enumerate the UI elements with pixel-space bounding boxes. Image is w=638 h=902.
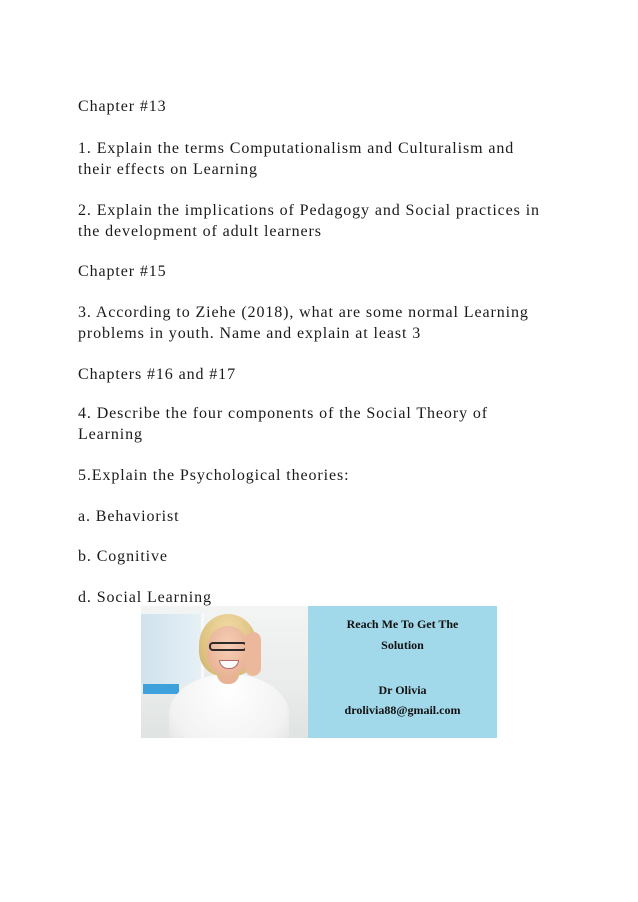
question-2-line-2: the development of adult learners [78,223,322,240]
question-1-line-1: 1. Explain the terms Computationalism and Culturalism and [78,140,515,157]
question-1-line-2: their effects on Learning [78,161,258,178]
question-3-line-2: problems in youth. Name and explain at least 3 [78,325,422,342]
banner-headline-line-1: Reach Me To Get The [346,617,459,631]
question-4-line-2: Learning [78,426,143,443]
tutor-email[interactable]: drolivia88@gmail.com [344,703,461,717]
chapter-13-heading: Chapter #13 [78,98,167,115]
item-social-learning: d. Social Learning [78,589,212,606]
question-2-line-1: 2. Explain the implications of Pedagogy and Social practices in [78,202,540,219]
contact-info-panel [308,606,497,738]
tutor-photo [141,606,308,738]
question-3-line-1: 3. According to Ziehe (2018), what are some normal Learning [78,304,529,321]
question-4-line-1: 4. Describe the four components of the Social Theory of [78,405,488,422]
banner-headline-line-2: Solution [381,638,424,652]
chapter-15-heading: Chapter #15 [78,263,167,280]
tutor-name: Dr Olivia [378,683,427,697]
question-5-line: 5.Explain the Psychological theories: [78,467,350,484]
chapters-16-17-heading: Chapters #16 and #17 [78,366,236,383]
contact-banner[interactable] [141,606,497,738]
item-behaviorist: a. Behaviorist [78,508,180,525]
item-cognitive: b. Cognitive [78,548,168,565]
